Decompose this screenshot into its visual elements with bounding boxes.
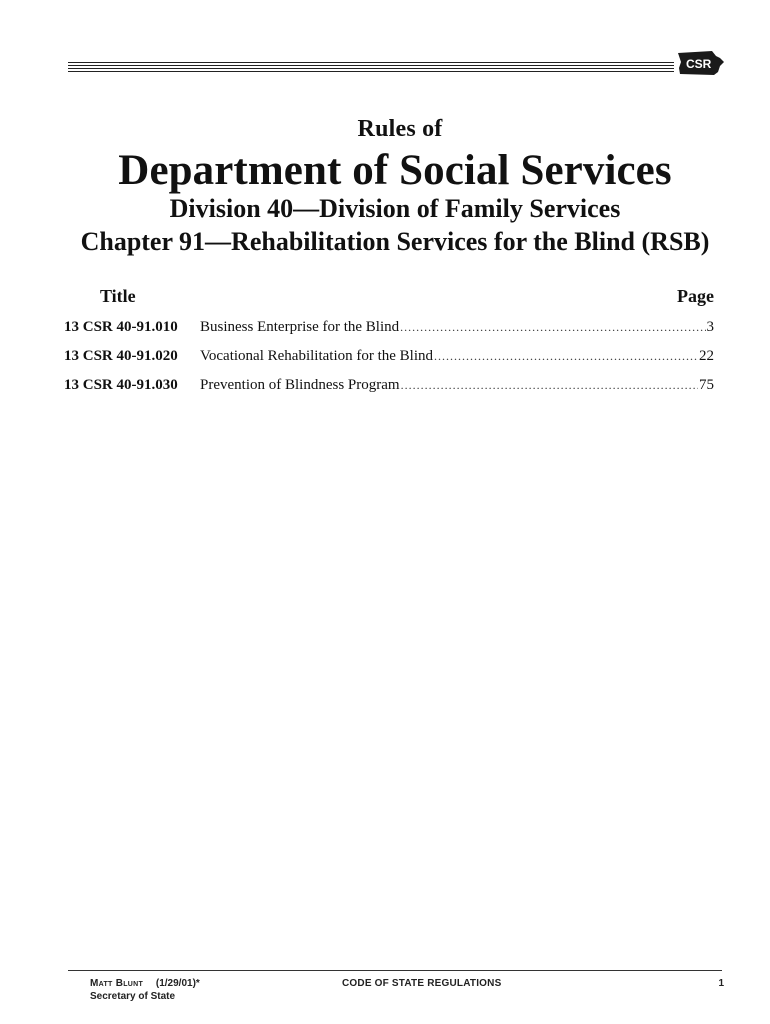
toc-page-number: 22 (699, 348, 714, 364)
dot-leader (400, 320, 705, 335)
footer-page-number: 1 (718, 978, 724, 989)
toc-rule-description: Business Enterprise for the Blind (200, 319, 400, 335)
rules-of-heading: Rules of (357, 116, 443, 142)
toc-rule-code: 13 CSR 40-91.010 (64, 319, 178, 335)
toc-rule-code: 13 CSR 40-91.020 (64, 348, 178, 364)
toc-page-number: 3 (706, 319, 714, 335)
footer-author-name: Matt Blunt (90, 978, 144, 989)
footer-date: (1/29/01)* (155, 978, 200, 989)
toc-rule-code: 13 CSR 40-91.030 (64, 377, 178, 393)
header-rule-lines (68, 62, 674, 74)
footer-author (90, 978, 200, 1002)
toc-rule-description: Prevention of Blindness Program (200, 377, 400, 393)
footer-rule (68, 970, 722, 971)
division-title: Division 40—Division of Family Services (169, 194, 621, 223)
footer-publication: CODE OF STATE REGULATIONS (342, 978, 502, 989)
table-of-contents (64, 319, 714, 406)
toc-row[interactable] (64, 319, 714, 348)
dot-leader (434, 349, 698, 364)
toc-title-header: Title (100, 286, 136, 306)
toc-rule-description: Vocational Rehabilitation for the Blind (200, 348, 434, 364)
footer-author-role: Secretary of State (90, 991, 176, 1002)
department-title: Department of Social Services (118, 147, 672, 194)
toc-page-number: 75 (699, 377, 714, 393)
chapter-title: Chapter 91—Rehabilitation Services for the Blind (RSB) (80, 227, 710, 256)
toc-page-header: Page (677, 286, 714, 306)
csr-logo-label: CSR (686, 57, 712, 71)
csr-logo-icon (676, 50, 726, 76)
toc-row[interactable] (64, 377, 714, 406)
toc-row[interactable] (64, 348, 714, 377)
dot-leader (401, 378, 698, 393)
